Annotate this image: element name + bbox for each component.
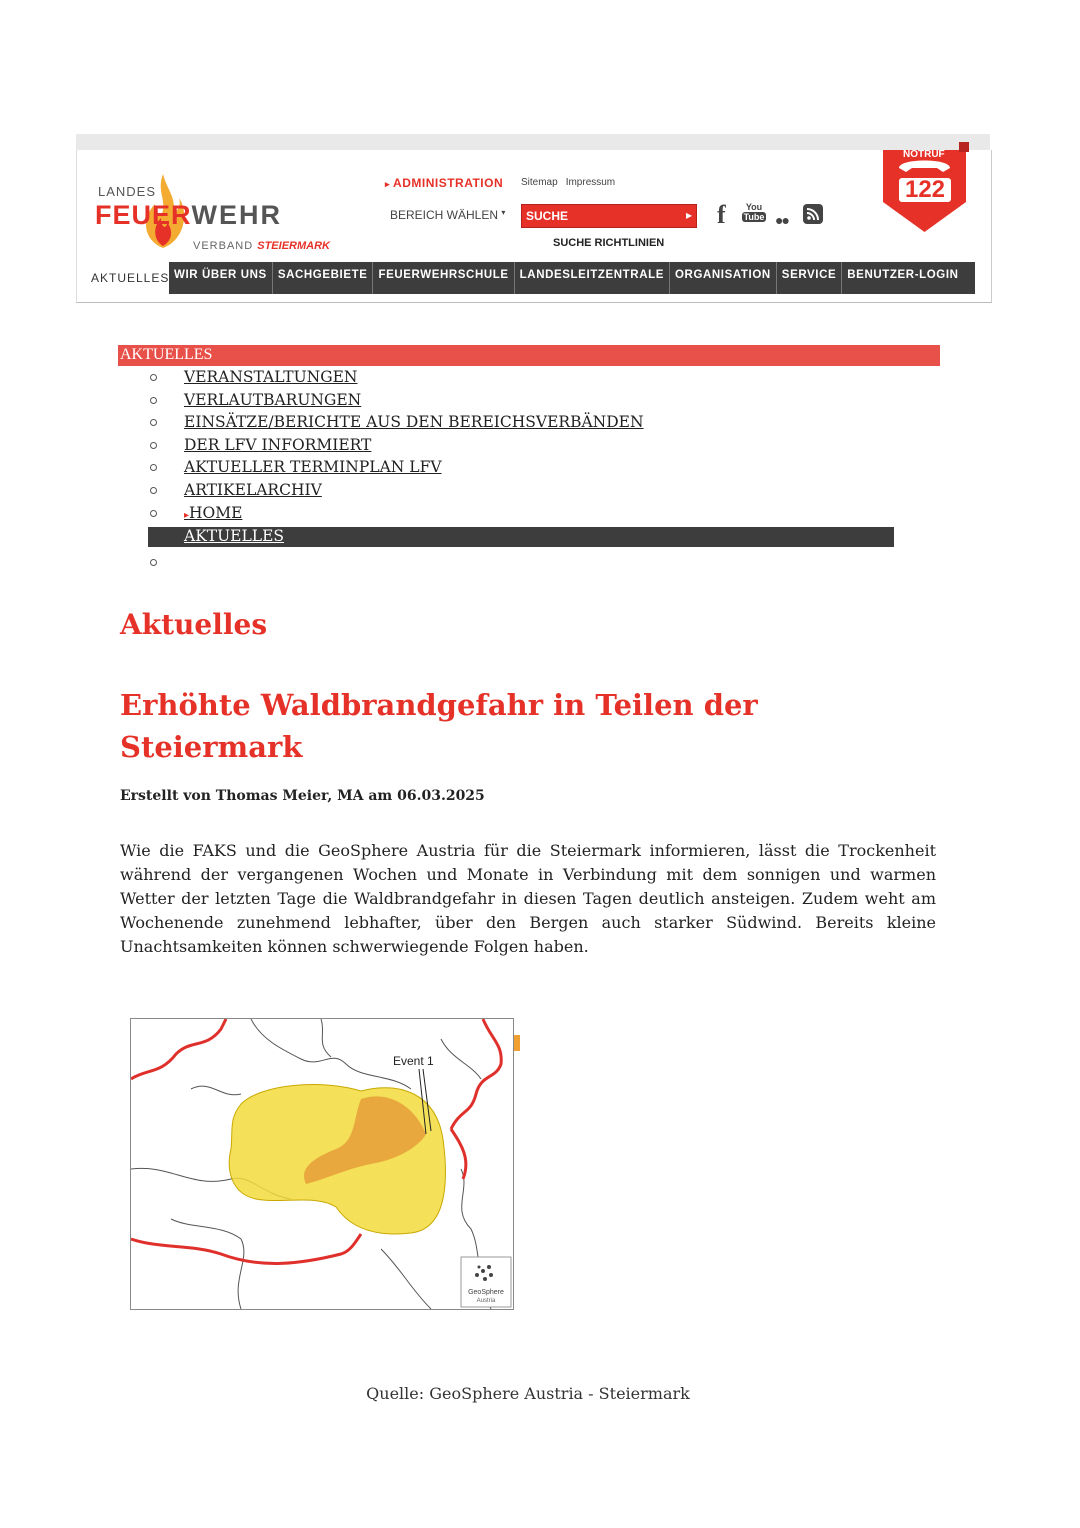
article-meta: Erstellt von Thomas Meier, MA am 06.03.2025 bbox=[120, 788, 485, 804]
geosphere-logo-subtext: Austria bbox=[476, 1298, 496, 1304]
nav-item-aktuelles[interactable]: AKTUELLES bbox=[91, 271, 170, 285]
menu-link-veranstaltungen[interactable]: VERANSTALTUNGEN bbox=[184, 368, 358, 386]
logo-landes-text: LANDES bbox=[98, 184, 157, 199]
section-heading-bar bbox=[118, 345, 940, 366]
chevron-down-icon: ▾ bbox=[501, 208, 506, 217]
nav-item-feuerwehrschule[interactable]: FEUERWEHRSCHULE bbox=[373, 262, 514, 294]
site-header bbox=[76, 150, 992, 303]
nav-item-sachgebiete[interactable]: SACHGEBIETE bbox=[273, 262, 374, 294]
page-title: Aktuelles bbox=[120, 608, 268, 641]
nav-item-landesleitzentrale[interactable]: LANDESLEITZENTRALE bbox=[515, 262, 670, 294]
impressum-link[interactable]: Impressum bbox=[565, 177, 616, 188]
logo-sub-text: VERBAND STEIERMARK bbox=[193, 240, 330, 252]
bullet-icon bbox=[150, 510, 157, 517]
map-caption: Quelle: GeoSphere Austria - Steiermark bbox=[366, 1384, 690, 1403]
bullet-icon bbox=[150, 397, 157, 404]
article-body: Wie die FAKS und die GeoSphere Austria für die Steiermark informieren, lässt die Trockenheit während der vergangenen Wochen und Monate in Verbindung mit dem sonnigen und warmen Wetter der letzten Tage die Waldbrandgefahr in diesen Tagen deutlich ansteigen. Zudem weht am Wochenende zunehmend lebhafter, über den Bergen auch starker Südwind. Bereits kleine Unachtsamkeiten können schwerwiegende Folgen haben. bbox=[120, 841, 936, 956]
map-event-label: Event 1 bbox=[393, 1054, 434, 1068]
triangle-right-icon: ▸ bbox=[184, 509, 190, 521]
forest-fire-map bbox=[130, 1018, 514, 1310]
menu-link-lfv-informiert[interactable]: DER LFV INFORMIERT bbox=[184, 435, 372, 454]
article-title: Erhöhte Waldbrandgefahr in Teilen der Steiermark bbox=[120, 688, 758, 764]
menu-link-einsaetze[interactable]: EINSÄTZE/BERICHTE AUS DEN BEREICHSVERBÄNDEN bbox=[184, 413, 644, 432]
facebook-icon[interactable]: f bbox=[717, 200, 726, 229]
notruf-badge[interactable] bbox=[877, 142, 972, 238]
bereich-select[interactable]: BEREICH WÄHLEN ▾ bbox=[390, 208, 506, 222]
search-submit-icon[interactable]: ▸ bbox=[685, 208, 692, 222]
search-box bbox=[521, 204, 697, 228]
bullet-icon bbox=[150, 442, 157, 449]
breadcrumb-current-bar bbox=[148, 527, 894, 547]
section-heading: AKTUELLES bbox=[120, 346, 213, 363]
youtube-icon[interactable]: You Tube bbox=[743, 202, 765, 222]
triangle-right-icon: ▸ bbox=[385, 179, 391, 189]
bullet-icon bbox=[150, 559, 157, 566]
notruf-number: 122 bbox=[899, 178, 951, 202]
nav-item-organisation[interactable]: ORGANISATION bbox=[670, 262, 777, 294]
notruf-label: NOTRUF bbox=[903, 149, 945, 160]
search-richtlinien-link[interactable]: SUCHE RICHTLINIEN bbox=[553, 237, 665, 249]
breadcrumb-current-link[interactable]: AKTUELLES bbox=[184, 527, 285, 545]
geosphere-logo-text: GeoSphere bbox=[468, 1289, 504, 1296]
top-links bbox=[521, 177, 623, 188]
header-top-strip bbox=[76, 134, 990, 150]
bullet-icon bbox=[150, 419, 157, 426]
bullet-icon bbox=[150, 487, 157, 494]
sitemap-link[interactable]: Sitemap bbox=[521, 177, 558, 188]
menu-link-verlautbarungen[interactable]: VERLAUTBARUNGEN bbox=[184, 390, 362, 409]
search-input[interactable] bbox=[526, 207, 676, 225]
logo-main-text: FEUERWEHR bbox=[95, 200, 283, 230]
main-nav bbox=[77, 262, 975, 296]
nav-item-benutzer-login[interactable]: BENUTZER-LOGIN bbox=[847, 269, 959, 281]
breadcrumb-home-link[interactable]: ▸HOME bbox=[184, 503, 243, 522]
bullet-icon bbox=[150, 464, 157, 471]
flickr-icon[interactable]: ●● bbox=[775, 212, 788, 228]
administration-link[interactable]: ▸ ADMINISTRATION bbox=[385, 176, 504, 190]
menu-link-terminplan[interactable]: AKTUELLER TERMINPLAN LFV bbox=[184, 458, 442, 477]
rss-icon[interactable] bbox=[803, 204, 823, 224]
nav-item-wir-ueber-uns[interactable]: WIR ÜBER UNS bbox=[169, 262, 273, 294]
site-logo[interactable] bbox=[95, 170, 335, 252]
menu-link-artikelarchiv[interactable]: ARTIKELARCHIV bbox=[184, 480, 322, 499]
map-edge-marker bbox=[514, 1035, 520, 1051]
bullet-icon bbox=[150, 374, 157, 381]
nav-item-service[interactable]: SERVICE bbox=[777, 262, 842, 294]
